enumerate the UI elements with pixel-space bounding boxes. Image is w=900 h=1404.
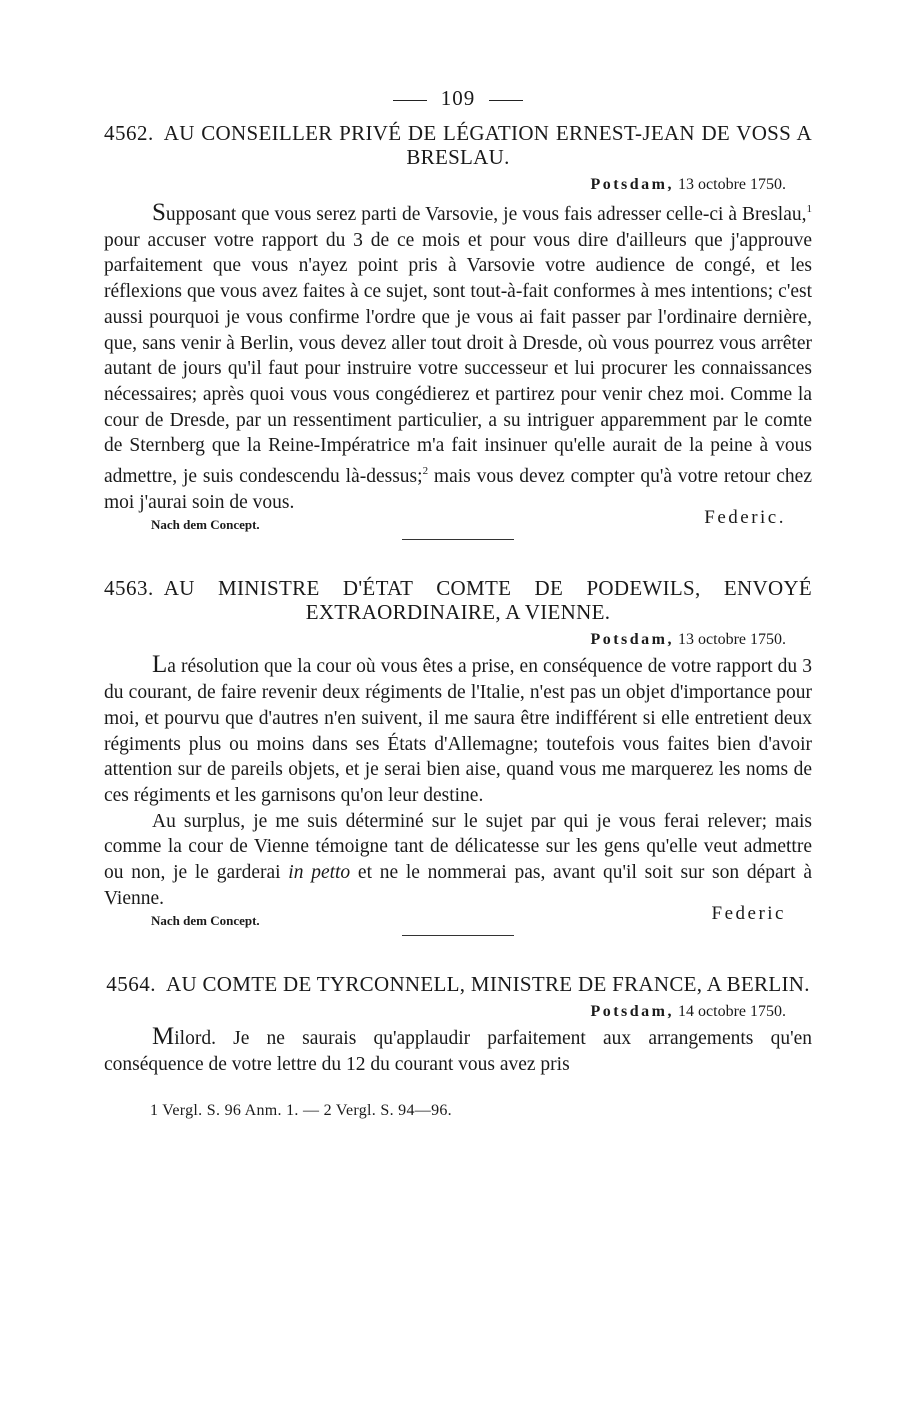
letter-heading bbox=[104, 576, 812, 624]
page bbox=[104, 86, 812, 1120]
italic-phrase: in petto bbox=[288, 862, 351, 884]
drop-initial: M bbox=[152, 1023, 175, 1051]
letter-4564 bbox=[104, 972, 812, 1077]
page-number bbox=[104, 86, 812, 111]
page-number-text: 109 bbox=[440, 86, 476, 110]
folio-dash-right bbox=[489, 100, 523, 101]
folio-dash-left bbox=[393, 100, 427, 101]
letter-recipient: AU MINISTRE D'ÉTAT COMTE DE PODEWILS, ENVOYÉ EXTRAORDINAIRE, A VIENNE. bbox=[163, 576, 812, 625]
body-text: et ne le nommerai pas, avant qu'il soit sur son départ à Vienne. bbox=[104, 862, 812, 909]
footnote-ref: 2 bbox=[422, 465, 429, 478]
body-text: Au surplus, je me suis déterminé sur le sujet par qui je vous ferai relever; mais comme la cour de Vienne témoigne tant de délicatesse sur les gens qu'elle veut admettre ou non, je le garderai bbox=[104, 810, 812, 884]
place: Potsdam, bbox=[590, 1003, 675, 1021]
footnote-ref: 1 bbox=[806, 203, 812, 215]
date: 14 octobre 1750. bbox=[678, 1003, 786, 1021]
letter-body bbox=[104, 652, 812, 911]
letter-recipient: AU COMTE DE TYRCONNELL, MINISTRE DE FRANCE, A BERLIN. bbox=[165, 972, 810, 997]
signature: Federic. bbox=[704, 507, 786, 529]
letter-number: 4562. bbox=[104, 121, 154, 145]
drop-initial: L bbox=[152, 651, 168, 679]
place: Potsdam, bbox=[590, 631, 675, 649]
letter-number: 4563. bbox=[104, 576, 154, 601]
body-text: mais vous devez compter qu'à votre retour chez moi j'aurai soin de vous. bbox=[104, 466, 812, 513]
letter-closing bbox=[104, 509, 812, 539]
letter-4562 bbox=[104, 121, 812, 540]
signature: Federic bbox=[711, 903, 786, 925]
date: 13 octobre 1750. bbox=[678, 176, 786, 193]
body-text: a résolution que la cour où vous êtes a prise, en conséquence de votre rapport du 3 du courant, de faire revenir deux régiments de l'Italie, n'est pas un objet d'importance pour moi, et pourvu que d'autres n'en suivent, il me saura être indifférent si elle entretient deux régiments plus ou moins dans ses États d'Allemagne; toutefois vous faites bien d'avoir attention sur de pareils objets, et je serai bien aise, quand vous me marquerez les noms de ces régiments et les garnisons qu'on leur destine. bbox=[104, 656, 812, 806]
dateline bbox=[104, 630, 786, 650]
place: Potsdam, bbox=[590, 176, 675, 193]
letter-heading bbox=[104, 121, 812, 169]
section-divider bbox=[402, 935, 514, 936]
section-divider bbox=[402, 539, 514, 540]
dateline bbox=[104, 1002, 786, 1022]
letter-body bbox=[104, 197, 812, 515]
letter-closing bbox=[104, 905, 812, 935]
letter-recipient: AU CONSEILLER PRIVÉ DE LÉGATION ERNEST-JEAN DE VOSS A BRESLAU. bbox=[163, 121, 812, 169]
letter-4563 bbox=[104, 576, 812, 936]
source-note: Nach dem Concept. bbox=[151, 517, 260, 533]
body-text: pour accuser votre rapport du 3 de ce mois et pour vous dire d'ailleurs que j'approuve parfaitement que vous n'ayez point pris à Varsovie votre audience de congé, et les réflexions que vous avez faites à ce sujet, sont tout-à-fait conformes à mes intentions; c'est aussi pourquoi je vous confirme l'ordre que je vous ai fait passer par l'ordinaire dernière, que, sans venir à Berlin, vous devez aller tout droit à Dresde, où vous pourrez vous arrêter autant de jours qu'il faut pour instruire votre successeur et lui procurer les connaissances nécessaires; après quoi vous vous congédierez et partirez pour venir chez moi. Comme la cour de Dresde, par un ressentiment particulier, a su intriguer apparemment par le comte de Sternberg que la Reine-Impératrice m'a fait insinuer qu'elle aurait de la peine à vous admettre, je suis condescendu là-dessus; bbox=[104, 229, 812, 488]
source-note: Nach dem Concept. bbox=[151, 913, 260, 929]
date: 13 octobre 1750. bbox=[678, 631, 786, 649]
letter-number: 4564. bbox=[106, 972, 156, 997]
letter-heading bbox=[104, 972, 812, 996]
letter-body bbox=[104, 1024, 812, 1077]
footnotes: 1 Vergl. S. 96 Anm. 1. — 2 Vergl. S. 94—96. bbox=[150, 1101, 452, 1119]
body-text: ilord. Je ne saurais qu'applaudir parfaitement aux arrangements qu'en conséquence de votre lettre du 12 du courant vous avez pris bbox=[104, 1028, 812, 1076]
dateline bbox=[104, 175, 786, 195]
drop-initial: S bbox=[152, 199, 166, 226]
body-text: upposant que vous serez parti de Varsovie, je vous fais adresser celle-ci à Breslau, bbox=[165, 204, 807, 225]
